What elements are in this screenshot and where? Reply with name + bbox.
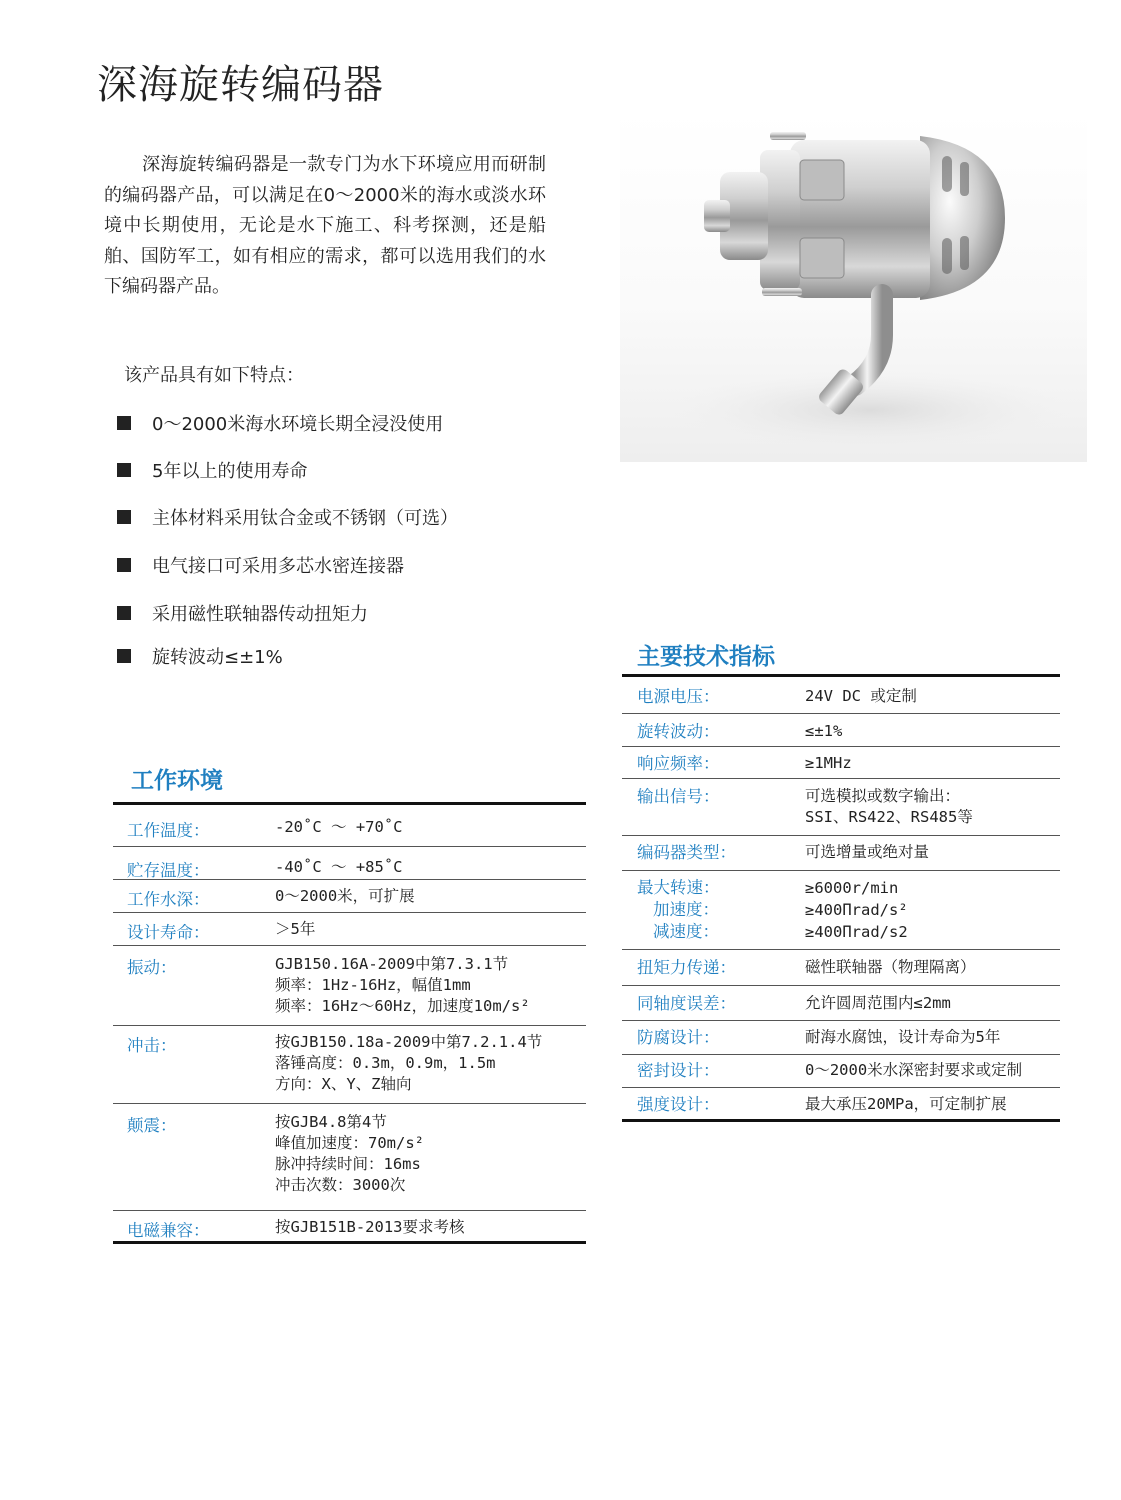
specs-table [622, 674, 1060, 1122]
table-row [113, 1026, 586, 1104]
label-line: 编码器类型： [637, 843, 736, 862]
table-row [622, 747, 1060, 779]
row-value [805, 786, 973, 828]
label-line: 密封设计： [637, 1061, 720, 1080]
table-row [113, 1104, 586, 1211]
row-value [805, 1094, 1007, 1115]
row-value [805, 753, 852, 774]
row-label [622, 1027, 805, 1049]
row-label [622, 877, 805, 943]
row-label [622, 1094, 805, 1116]
square-bullet-icon [117, 416, 131, 430]
value-line: ≥400Πrad/s2 [805, 923, 908, 941]
row-value [275, 919, 315, 940]
row-label [622, 721, 805, 743]
table-row [622, 1088, 1060, 1122]
page-title: 深海旋转编码器 [97, 61, 384, 108]
row-label: 冲击： [127, 1036, 177, 1055]
label-line: 旋转波动： [637, 722, 720, 741]
table-row [113, 946, 586, 1026]
row-label [622, 753, 805, 775]
row-label [622, 1060, 805, 1082]
value-line: 频率：16Hz～60Hz，加速度10m/s² [275, 997, 530, 1015]
label-line: 加速度： [653, 900, 719, 919]
row-label: 工作温度： [127, 821, 210, 840]
table-row [113, 913, 586, 946]
row-value [805, 1027, 1000, 1048]
value-line: 方向：X、Y、Z轴向 [275, 1075, 412, 1093]
value-line: ≤±1% [805, 722, 843, 740]
row-value [275, 817, 402, 838]
row-label: 设计寿命： [127, 923, 210, 942]
row-label [622, 786, 805, 808]
row-label [622, 686, 805, 708]
value-line: 冲击次数：3000次 [275, 1176, 406, 1194]
row-label [622, 842, 805, 864]
value-line: 峰值加速度：70m/s² [275, 1134, 424, 1152]
table-row [622, 677, 1060, 714]
table-row [113, 880, 586, 913]
row-value [805, 877, 908, 943]
value-line: 按GJB151B-2013要求考核 [275, 1218, 465, 1236]
row-label: 贮存温度： [127, 861, 210, 880]
value-line: 按GJB150.18a-2009中第7.2.1.4节 [275, 1033, 543, 1051]
value-line: 可选增量或绝对量 [805, 843, 930, 861]
row-value [805, 721, 842, 742]
row-value [275, 954, 530, 1017]
row-label: 电磁兼容： [127, 1221, 210, 1240]
intro-paragraph: 深海旋转编码器是一款专门为水下环境应用而研制的编码器产品，可以满足在0～2000米的海水或淡水环境中长期使用，无论是水下施工、科考探测，还是船舶、国防军工，如有相应的需求，都可以选用我们的水下编码器产品。 [104, 154, 546, 297]
row-label: 振动： [127, 958, 177, 977]
row-value [275, 1112, 424, 1196]
feature-item: 电气接口可采用多芯水密连接器 [117, 552, 404, 578]
feature-item: 主体材料采用钛合金或不锈钢（可选） [117, 504, 458, 530]
row-value [805, 957, 976, 978]
row-label [622, 993, 805, 1015]
row-value [275, 886, 415, 907]
value-line: 频率：1Hz-16Hz，幅值1mm [275, 976, 471, 994]
features-lead: 该产品具有如下特点： [124, 365, 304, 386]
row-value [275, 857, 402, 878]
feature-item: 5年以上的使用寿命 [117, 457, 307, 483]
square-bullet-icon [117, 649, 131, 663]
row-value [275, 1217, 464, 1238]
label-line: 同轴度误差： [637, 994, 736, 1013]
table-row [622, 836, 1060, 871]
value-line: 落锤高度：0.3m，0.9m，1.5m [275, 1054, 496, 1072]
row-label: 工作水深： [127, 890, 210, 909]
feature-item: 旋转波动≤±1% [117, 643, 283, 669]
row-value [805, 842, 929, 863]
environment-title: 工作环境 [131, 768, 223, 794]
label-line: 输出信号： [637, 787, 720, 806]
feature-item: 采用磁性联轴器传动扭矩力 [117, 600, 368, 626]
value-line: 最大承压20MPa，可定制扩展 [805, 1095, 1007, 1113]
specs-title: 主要技术指标 [637, 644, 775, 670]
label-line: 扭矩力传递： [637, 958, 736, 977]
square-bullet-icon [117, 606, 131, 620]
row-value [805, 1060, 1022, 1081]
square-bullet-icon [117, 463, 131, 477]
label-line: 响应频率： [637, 754, 720, 773]
value-line: 按GJB4.8第4节 [275, 1113, 387, 1131]
label-line: 减速度： [653, 922, 719, 941]
value-line: 脉冲持续时间：16ms [275, 1155, 421, 1173]
table-row [622, 779, 1060, 836]
table-row [622, 871, 1060, 950]
value-line: 磁性联轴器（物理隔离） [805, 958, 976, 976]
value-line: 0～2000米水深密封要求或定制 [805, 1061, 1023, 1079]
table-row [622, 1021, 1060, 1055]
value-line: ≥400Πrad/s² [805, 901, 908, 919]
value-line: GJB150.16A-2009中第7.3.1节 [275, 955, 509, 973]
label-line: 最大转速： [637, 878, 720, 897]
table-row [622, 714, 1060, 747]
row-value [805, 686, 917, 707]
value-line: SSI、RS422、RS485等 [805, 808, 973, 826]
value-line: 耐海水腐蚀，设计寿命为5年 [805, 1028, 1001, 1046]
square-bullet-icon [117, 510, 131, 524]
table-row [622, 1055, 1060, 1088]
table-row [622, 986, 1060, 1021]
value-line: ≥1MHz [805, 754, 852, 772]
value-line: ＞5年 [275, 920, 316, 938]
value-line: -20˚C ～ +70˚C [275, 818, 403, 836]
label-line: 电源电压： [637, 687, 720, 706]
label-line: 防腐设计： [637, 1028, 720, 1047]
value-line: 24V DC 或定制 [805, 687, 917, 705]
row-value [805, 993, 951, 1014]
value-line: 可选模拟或数字输出： [805, 787, 961, 805]
square-bullet-icon [117, 558, 131, 572]
product-image [620, 110, 1087, 462]
environment-table [113, 802, 586, 1244]
label-line: 强度设计： [637, 1095, 720, 1114]
row-label [622, 957, 805, 979]
value-line: 0～2000米，可扩展 [275, 887, 415, 905]
table-row [622, 950, 1060, 986]
table-row [113, 847, 586, 880]
table-row [113, 1211, 586, 1244]
table-row [113, 805, 586, 847]
value-line: 允许圆周范围内≤2mm [805, 994, 951, 1012]
row-label: 颠震： [127, 1116, 177, 1135]
feature-item: 0～2000米海水环境长期全浸没使用 [117, 410, 443, 436]
value-line: ≥6000r/min [805, 879, 899, 897]
row-value [275, 1032, 542, 1095]
value-line: -40˚C ～ +85˚C [275, 858, 403, 876]
